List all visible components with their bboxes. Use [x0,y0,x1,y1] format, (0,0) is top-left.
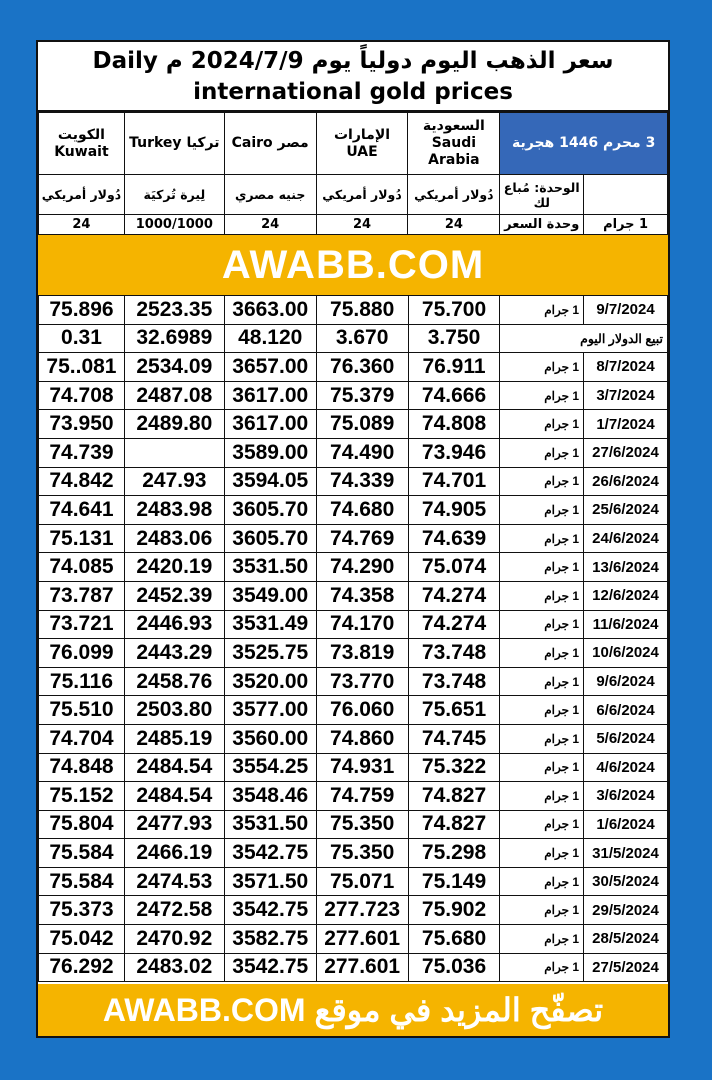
price-cell: 76.060 [316,696,408,725]
unit-cell: 1 جرام [500,610,584,639]
price-cell: 75.042 [39,925,125,954]
price-cell: 0.31 [39,324,125,353]
price-cell: 74.170 [316,610,408,639]
price-cell: 3.750 [408,324,500,353]
table-row [39,581,668,610]
price-sheet [36,40,670,1038]
title-line-1: سعر الذهب اليوم دولياً يوم 2024/7/9 م Daily [92,48,614,74]
site-banner: AWABB.COM [38,235,668,295]
currency-kuwait: دُولار أمريكي [39,175,125,215]
price-cell: 3663.00 [224,296,316,325]
date-cell: 29/5/2024 [584,896,668,925]
karat-uae: 24 [316,215,408,235]
country-saudi: السعودية Saudi Arabia [408,113,500,175]
date-cell: 26/6/2024 [584,467,668,496]
table-row [39,524,668,553]
price-cell: 3617.00 [224,381,316,410]
unit-cell: 1 جرام [500,782,584,811]
date-cell: 1/6/2024 [584,810,668,839]
price-cell: 76.099 [39,639,125,668]
unit-cell: 1 جرام [500,296,584,325]
price-cell: 75.322 [408,753,500,782]
table-row [39,896,668,925]
price-cell: 74.842 [39,467,125,496]
price-cell: 2483.02 [124,953,224,982]
price-cell: 48.120 [224,324,316,353]
table-row [39,296,668,325]
price-cell: 2472.58 [124,896,224,925]
date-cell: 13/6/2024 [584,553,668,582]
price-cell: 73.721 [39,610,125,639]
price-cell: 74.274 [408,610,500,639]
country-cairo: Cairo مصر [224,113,316,175]
table-row [39,496,668,525]
price-cell: 75.350 [316,839,408,868]
table-row [39,953,668,982]
price-cell: 75.149 [408,867,500,896]
price-cell [124,438,224,467]
price-cell: 3577.00 [224,696,316,725]
unit-cell: 1 جرام [500,896,584,925]
unit-cell: 1 جرام [500,667,584,696]
table-row [39,782,668,811]
price-cell: 75.036 [408,953,500,982]
price-cell: 74.848 [39,753,125,782]
price-cell: 74.680 [316,496,408,525]
unit-cell: 1 جرام [500,867,584,896]
price-cell: 75.089 [316,410,408,439]
price-cell: 2487.08 [124,381,224,410]
country-kuwait: الكويت Kuwait [39,113,125,175]
unit-cell: 1 جرام [500,753,584,782]
date-cell: 3/7/2024 [584,381,668,410]
price-cell: 75..081 [39,353,125,382]
unit-cell: 1 جرام [500,553,584,582]
price-cell: 3520.00 [224,667,316,696]
price-cell: 2483.98 [124,496,224,525]
price-cell: 2458.76 [124,667,224,696]
price-cell: 2446.93 [124,610,224,639]
date-cell: 11/6/2024 [584,610,668,639]
price-cell: 2484.54 [124,782,224,811]
currency-uae: دُولار أمريكي [316,175,408,215]
price-cell: 74.274 [408,581,500,610]
price-cell: 73.748 [408,639,500,668]
price-cell: 74.085 [39,553,125,582]
price-cell: 75.651 [408,696,500,725]
price-cell: 73.950 [39,410,125,439]
unit-cell: 1 جرام [500,496,584,525]
table-row [39,667,668,696]
title-line-2: international gold prices [193,79,513,105]
price-cell: 2452.39 [124,581,224,610]
table-row [39,381,668,410]
date-cell: 24/6/2024 [584,524,668,553]
price-cell: 3617.00 [224,410,316,439]
footer-text: تصفّح المزيد في موقع [314,992,604,1028]
date-cell: 27/6/2024 [584,438,668,467]
price-cell: 76.292 [39,953,125,982]
date-cell: 25/6/2024 [584,496,668,525]
price-cell: 2523.35 [124,296,224,325]
price-cell: 74.769 [316,524,408,553]
date-cell: 8/7/2024 [584,353,668,382]
price-cell: 75.350 [316,810,408,839]
price-cell: 3549.00 [224,581,316,610]
date-cell: 9/6/2024 [584,667,668,696]
price-cell: 74.745 [408,724,500,753]
price-cell: 2484.54 [124,753,224,782]
unit-cell: 1 جرام [500,810,584,839]
price-cell: 247.93 [124,467,224,496]
table-row [39,839,668,868]
unit-cell: 1 جرام [500,410,584,439]
karat-kuwait: 24 [39,215,125,235]
table-row [39,724,668,753]
price-cell: 75.584 [39,867,125,896]
unit-cell: 1 جرام [500,353,584,382]
unit-cell: 1 جرام [500,724,584,753]
date-cell: 6/6/2024 [584,696,668,725]
prices-body [39,296,668,982]
price-cell: 74.905 [408,496,500,525]
price-cell: 76.911 [408,353,500,382]
unit-cell: 1 جرام [500,438,584,467]
table-row [39,753,668,782]
price-cell: 3548.46 [224,782,316,811]
table-row [39,410,668,439]
price-cell: 2477.93 [124,810,224,839]
unit-cell: 1 جرام [500,925,584,954]
date-cell: 1/7/2024 [584,410,668,439]
table-row [39,639,668,668]
hijri-date: 3 محرم 1446 هجرية [500,113,668,175]
date-cell: 12/6/2024 [584,581,668,610]
unit-cell: 1 جرام [500,581,584,610]
date-cell: 30/5/2024 [584,867,668,896]
date-cell: 10/6/2024 [584,639,668,668]
price-cell: 74.339 [316,467,408,496]
price-cell: 75.584 [39,839,125,868]
price-cell: 73.787 [39,581,125,610]
price-cell: 277.601 [316,925,408,954]
price-cell: 2470.92 [124,925,224,954]
price-cell: 74.827 [408,810,500,839]
prices-table [38,295,668,982]
table-row [39,610,668,639]
price-cell: 75.074 [408,553,500,582]
price-cell: 75.902 [408,896,500,925]
price-cell: 3531.50 [224,810,316,839]
table-row [39,867,668,896]
karat-row [39,215,668,235]
price-cell: 2466.19 [124,839,224,868]
date-cell: 9/7/2024 [584,296,668,325]
price-cell: 3560.00 [224,724,316,753]
date-cell: 28/5/2024 [584,925,668,954]
country-uae: الإمارات UAE [316,113,408,175]
price-cell: 2485.19 [124,724,224,753]
price-cell: 75.298 [408,839,500,868]
table-row [39,925,668,954]
unit-empty [584,175,668,215]
price-cell: 74.808 [408,410,500,439]
unit-cell: 1 جرام [500,953,584,982]
price-cell: 73.819 [316,639,408,668]
price-cell: 3542.75 [224,839,316,868]
price-cell: 2420.19 [124,553,224,582]
price-cell: 74.704 [39,724,125,753]
price-cell: 74.666 [408,381,500,410]
price-cell: 74.358 [316,581,408,610]
price-cell: 74.639 [408,524,500,553]
price-cell: 75.700 [408,296,500,325]
karat-turkey: 1000/1000 [124,215,224,235]
table-row [39,467,668,496]
price-cell: 2489.80 [124,410,224,439]
price-cell: 74.739 [39,438,125,467]
price-cell: 3571.50 [224,867,316,896]
price-cell: 75.510 [39,696,125,725]
price-cell: 74.827 [408,782,500,811]
table-row [39,696,668,725]
price-cell: 3542.75 [224,953,316,982]
price-cell: 2443.29 [124,639,224,668]
price-cell: 76.360 [316,353,408,382]
price-cell: 32.6989 [124,324,224,353]
price-cell: 75.071 [316,867,408,896]
unit-cell: 1 جرام [500,696,584,725]
price-cell: 75.379 [316,381,408,410]
karat-saudi: 24 [408,215,500,235]
unit-cell: 1 جرام [500,381,584,410]
price-cell: 3657.00 [224,353,316,382]
gram-label: 1 جرام [584,215,668,235]
price-cell: 75.131 [39,524,125,553]
unit-cell: 1 جرام [500,839,584,868]
price-cell: 3554.25 [224,753,316,782]
price-cell: 2534.09 [124,353,224,382]
unit-label: الوحدة: مُباع لك [500,175,584,215]
price-cell: 75.116 [39,667,125,696]
price-cell: 277.723 [316,896,408,925]
price-cell: 3.670 [316,324,408,353]
price-cell: 73.770 [316,667,408,696]
price-cell: 75.373 [39,896,125,925]
price-cell: 277.601 [316,953,408,982]
price-cell: 3525.75 [224,639,316,668]
price-cell: 73.946 [408,438,500,467]
table-row [39,810,668,839]
currency-row [39,175,668,215]
table-row [39,324,668,353]
price-cell: 74.490 [316,438,408,467]
unit-cell: 1 جرام [500,524,584,553]
date-cell: 31/5/2024 [584,839,668,868]
price-cell: 2474.53 [124,867,224,896]
price-cell: 3531.49 [224,610,316,639]
price-cell: 73.748 [408,667,500,696]
date-cell: 27/5/2024 [584,953,668,982]
price-cell: 75.680 [408,925,500,954]
currency-cairo: جنيه مصري [224,175,316,215]
price-cell: 74.860 [316,724,408,753]
dollar-rate-note: تبيع الدولار اليوم [500,324,668,353]
price-cell: 2503.80 [124,696,224,725]
price-cell: 3542.75 [224,896,316,925]
table-row [39,438,668,467]
price-cell: 3589.00 [224,438,316,467]
table-row [39,553,668,582]
country-turkey: Turkey تركيا [124,113,224,175]
karat-cairo: 24 [224,215,316,235]
price-cell: 3605.70 [224,496,316,525]
price-cell: 75.804 [39,810,125,839]
price-cell: 3531.50 [224,553,316,582]
country-row [39,113,668,175]
price-cell: 75.880 [316,296,408,325]
price-cell: 74.290 [316,553,408,582]
unit-cell: 1 جرام [500,467,584,496]
price-cell: 3605.70 [224,524,316,553]
table-row [39,353,668,382]
price-cell: 74.708 [39,381,125,410]
page-title [38,42,668,112]
price-cell: 2483.06 [124,524,224,553]
price-unit-label: وحدة السعر [500,215,584,235]
currency-turkey: لِيرة تُركيَة [124,175,224,215]
footer-banner [38,984,668,1036]
date-cell: 5/6/2024 [584,724,668,753]
unit-cell: 1 جرام [500,639,584,668]
currency-saudi: دُولار أمريكي [408,175,500,215]
price-cell: 74.701 [408,467,500,496]
header-table [38,112,668,235]
price-cell: 75.152 [39,782,125,811]
price-cell: 3582.75 [224,925,316,954]
price-cell: 74.931 [316,753,408,782]
date-cell: 3/6/2024 [584,782,668,811]
price-cell: 75.896 [39,296,125,325]
footer-site: AWABB.COM [102,992,306,1028]
price-cell: 3594.05 [224,467,316,496]
price-cell: 74.641 [39,496,125,525]
date-cell: 4/6/2024 [584,753,668,782]
price-cell: 74.759 [316,782,408,811]
